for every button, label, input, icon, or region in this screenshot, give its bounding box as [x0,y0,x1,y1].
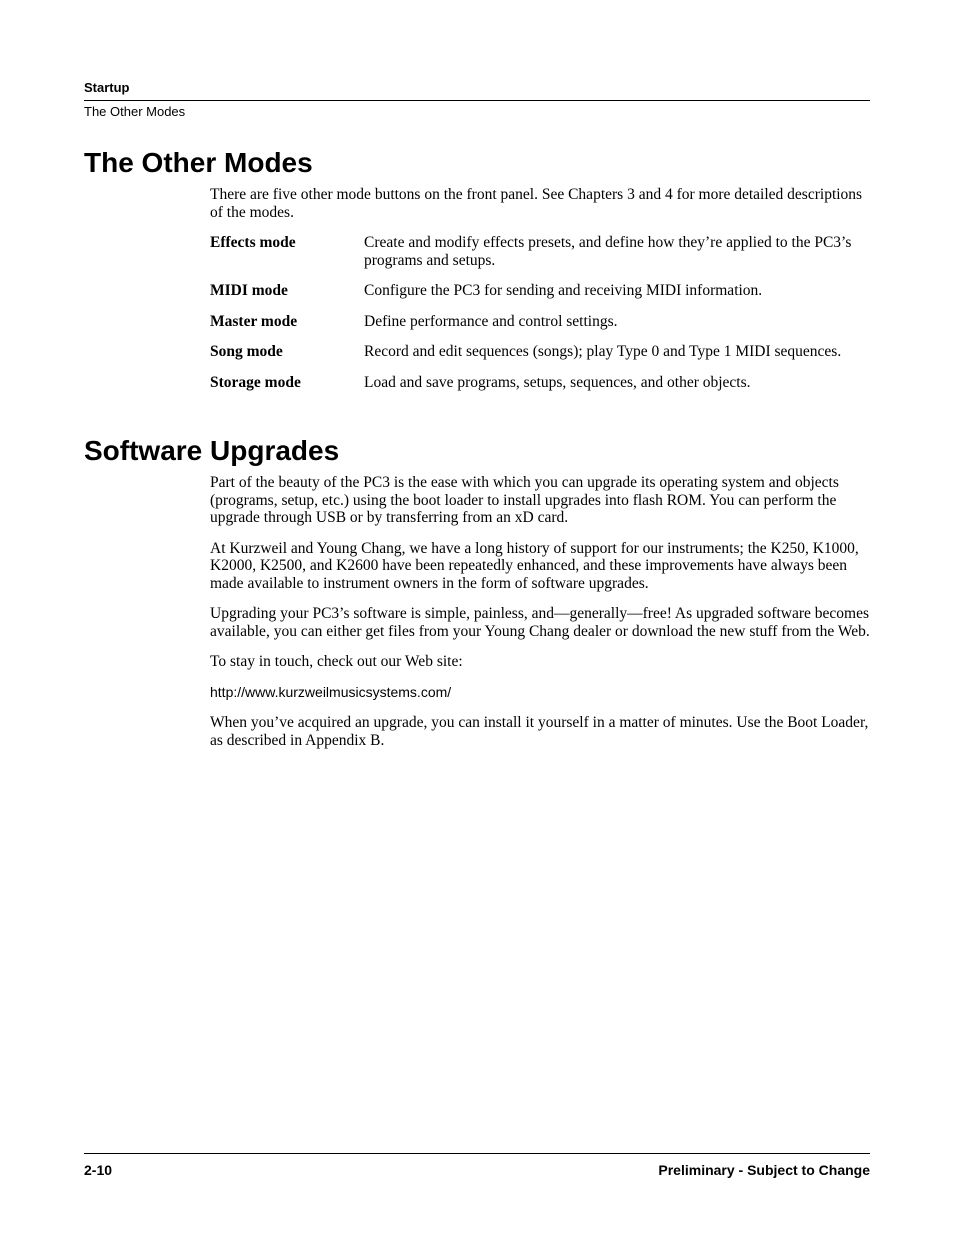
mode-entry-master [210,313,870,331]
software-upgrades-body [210,474,870,762]
heading-software-upgrades: Software Upgrades [84,435,340,466]
mode-term: MIDI mode [210,282,288,299]
body-paragraph: When you’ve acquired an upgrade, you can install it yourself in a matter of minutes. Use the Boot Loader, as described in Appendix B. [210,714,869,749]
mode-description: Record and edit sequences (songs); play Type 0 and Type 1 MIDI sequences. [364,343,842,360]
other-modes-intro [210,186,870,234]
body-paragraph: Part of the beauty of the PC3 is the ease with which you can upgrade its operating system and objects (programs, setup, etc.) using the boot loader to install upgrades into flash ROM. You can perform the upgrade through USB or by transferring from an xD card. [210,474,839,526]
intro-paragraph: There are five other mode buttons on the front panel. See Chapters 3 and 4 for more detailed descriptions of the modes. [210,186,863,221]
mode-description: Define performance and control settings. [364,312,618,330]
header-rule [84,100,870,101]
body-paragraph: At Kurzweil and Young Chang, we have a long history of support for our instruments; the K250, K1000, K2000, K2500, and K2600 have been repeatedly enhanced, and these improvements have always been made available to instrument owners in the form of software upgrades. [210,539,859,592]
body-paragraph: Upgrading your PC3’s software is simple, painless, and—generally—free! As upgraded software becomes available, you can either get files from your Young Chang dealer or download the new stuff from the Web. [210,605,870,640]
mode-term: Master mode [210,312,298,330]
mode-term: Song mode [210,343,283,360]
website-link[interactable]: http://www.kurzweilmusicsystems.com/ [210,683,452,700]
mode-term: Storage mode [210,373,301,391]
mode-entry-song [210,343,870,361]
mode-entry-midi [210,282,870,300]
page-number: 2-10 [84,1162,113,1178]
mode-description: Load and save programs, setups, sequences, and other objects. [364,373,751,391]
mode-entry-storage [210,374,870,392]
heading-other-modes: The Other Modes [84,147,313,178]
page-footer [84,1153,870,1179]
section-reference: The Other Modes [84,104,186,119]
running-header [84,80,870,120]
footer-rule [84,1153,870,1154]
mode-term: Effects mode [210,234,296,251]
chapter-title: Startup [84,80,130,95]
body-paragraph: To stay in touch, check out our Web site: [210,653,463,670]
footer-notice: Preliminary - Subject to Change [658,1162,870,1178]
modes-list [210,234,870,404]
mode-description: Create and modify effects presets, and define how they’re applied to the PC3’s programs and setups. [364,234,852,269]
mode-entry-effects [210,234,870,269]
mode-description: Configure the PC3 for sending and receiving MIDI information. [364,282,763,299]
